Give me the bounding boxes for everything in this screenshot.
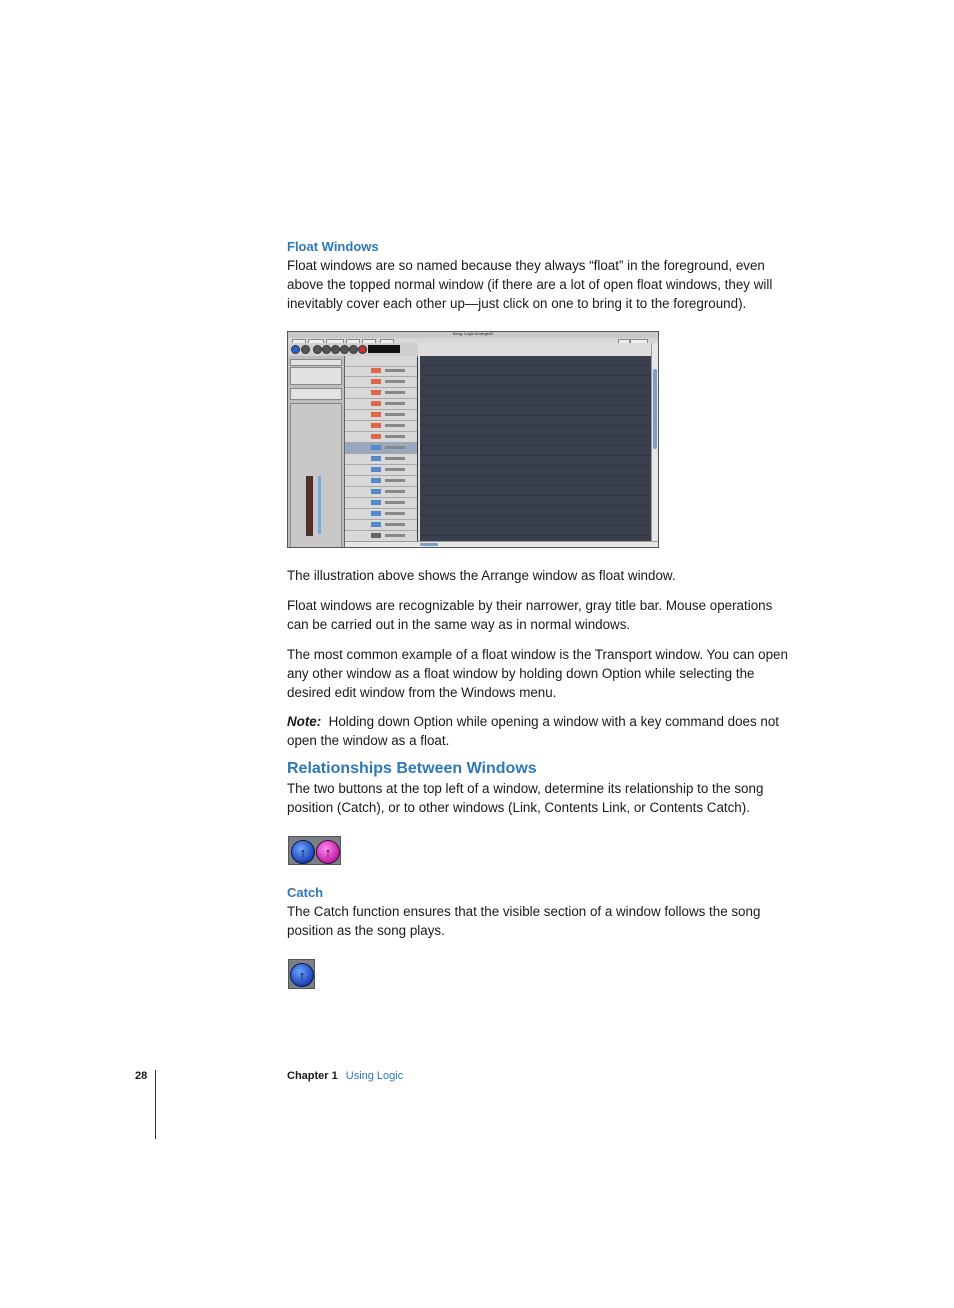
float-windows-paragraph: Float windows are so named because they always “float” in the foreground, even above the topped normal window (if there are a lot of open float windows, they will inevitably cover each other up—just click on one to bring it to the foreground). [287, 258, 773, 311]
catch-button-icon: ↑ [291, 840, 315, 864]
footer-chapter [287, 1070, 403, 1082]
relationships-paragraph: The two buttons at the top left of a window, determine its relationship to the song position (Catch), or to other windows (Link, Contents Link, or Contents Catch). [287, 781, 764, 815]
catch-button-image [288, 959, 315, 989]
catch-icon: ↑ [290, 963, 314, 987]
body-paragraph-2: Float windows are recognizable by their narrower, gray title bar. Mouse operations can be carried out in the same way as in normal windows. [287, 598, 773, 632]
chapter-title: Using Logic [345, 1070, 404, 1082]
page-number: 28 [135, 1070, 148, 1082]
pause-icon [349, 345, 358, 354]
footer-divider [155, 1070, 156, 1139]
position-display [368, 345, 400, 353]
rewind-icon [313, 345, 322, 354]
window-title: Song: Logic Arrange#2 [452, 331, 494, 336]
arrange-window-screenshot [287, 331, 659, 548]
float-windows-section [287, 238, 797, 313]
song-position-line [418, 343, 420, 542]
forward-icon [322, 345, 331, 354]
chapter-label: Chapter 1 [287, 1070, 338, 1082]
inspector-panel [288, 356, 345, 547]
catch-paragraph: The Catch function ensures that the visible section of a window follows the song position as the song plays. [287, 904, 761, 938]
bar-ruler [418, 343, 652, 357]
note-text: Holding down Option while opening a window with a key command does not open the window as a float. [287, 714, 780, 748]
arrange-area [418, 356, 652, 542]
catch-icon [291, 345, 300, 354]
play-icon [340, 345, 349, 354]
track-list [345, 356, 417, 542]
volume-fader-icon [306, 476, 313, 536]
relationships-heading: Relationships Between Windows [287, 760, 537, 777]
link-icon [301, 345, 310, 354]
link-button-icon: ↑ [316, 840, 340, 864]
vertical-scrollbar [651, 343, 658, 542]
stop-icon [331, 345, 340, 354]
catch-heading: Catch [287, 885, 324, 900]
catch-section [287, 884, 797, 940]
body-paragraph-1: The illustration above shows the Arrange window as float window. [287, 568, 676, 583]
relationships-section [287, 759, 797, 817]
body-paragraph-3: The most common example of a float window is the Transport window. You can open any other window as a float window by holding down Option while selecting the desired edit window from the Windows menu. [287, 647, 788, 700]
record-icon [358, 345, 367, 354]
note-paragraph [287, 712, 797, 750]
horizontal-scrollbar [345, 541, 658, 547]
meter-icon [318, 476, 321, 534]
catch-link-buttons-image [288, 836, 341, 865]
float-windows-heading: Float Windows [287, 239, 379, 254]
note-label: Note: [287, 714, 322, 729]
